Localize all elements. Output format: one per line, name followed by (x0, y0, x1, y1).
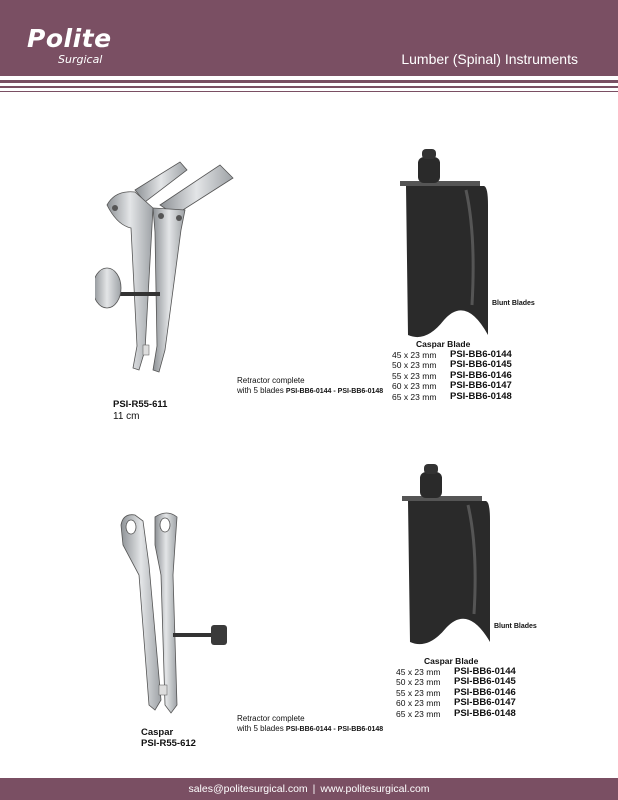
product-size-top: 11 cm (113, 411, 140, 422)
blade-tag-top: Blunt Blades (492, 300, 535, 307)
page-title: Lumber (Spinal) Instruments (401, 51, 578, 67)
blade-title-top: Caspar Blade (416, 339, 471, 349)
blade-illustration-top (396, 145, 491, 345)
retractor-note-top: Retractor complete with 5 blades PSI-BB6-0144 - PSI-BB6-0148 (237, 376, 384, 395)
blade-size-list-top (392, 339, 512, 402)
blade-illustration-bottom (398, 462, 493, 652)
header-stripe (0, 80, 618, 83)
list-item: 55 x 23 mm PSI-BB6-0146 (396, 686, 516, 698)
footer-email[interactable]: sales@politesurgical.com (188, 783, 308, 795)
list-item: 65 x 23 mm PSI-BB6-0148 (396, 707, 516, 719)
brand-subtitle: Surgical (58, 53, 103, 66)
list-item: 60 x 23 mm PSI-BB6-0147 (392, 380, 512, 391)
blade-size-list-bottom (396, 656, 516, 719)
footer-separator: | (312, 783, 316, 795)
list-item: 45 x 23 mm PSI-BB6-0144 (396, 665, 516, 677)
product-info-top (113, 399, 167, 423)
footer-website[interactable]: www.politesurgical.com (320, 783, 430, 795)
list-item: 50 x 23 mm PSI-BB6-0145 (396, 676, 516, 687)
product-info-bottom (141, 727, 196, 749)
product-code-bottom: PSI-R55-612 (141, 738, 196, 749)
page-footer (0, 778, 618, 800)
retractor-note-bottom: Retractor complete with 5 blades PSI-BB6-0144 - PSI-BB6-0148 (237, 714, 384, 733)
product-code-top: PSI-R55-611 (113, 399, 168, 410)
list-item: 60 x 23 mm PSI-BB6-0147 (396, 697, 516, 708)
page-header (0, 0, 618, 76)
blade-title-bottom: Caspar Blade (424, 656, 479, 666)
header-stripe (0, 86, 618, 88)
retractor-illustration-top (95, 150, 245, 380)
header-stripe (0, 91, 618, 92)
list-item: 45 x 23 mm PSI-BB6-0144 (392, 348, 512, 360)
blade-tag-bottom: Blunt Blades (494, 623, 537, 630)
retractor-illustration-bottom (115, 505, 240, 720)
list-item: 50 x 23 mm PSI-BB6-0145 (392, 359, 512, 370)
product-name-bottom: Caspar (141, 727, 174, 738)
brand-name: Polite (27, 24, 112, 53)
list-item: 65 x 23 mm PSI-BB6-0148 (392, 390, 512, 402)
list-item: 55 x 23 mm PSI-BB6-0146 (392, 369, 512, 381)
brand-logo (27, 24, 112, 66)
